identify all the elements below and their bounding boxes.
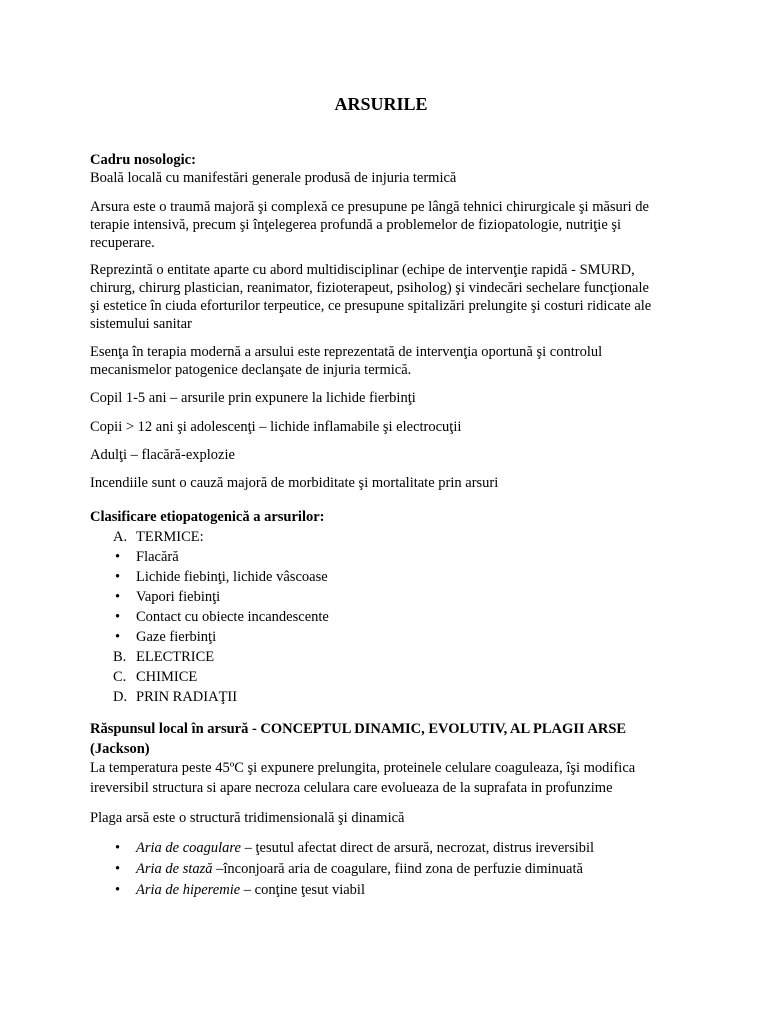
list-marker: A.: [113, 529, 128, 545]
section-heading-local-response: [90, 720, 626, 759]
list-item: [90, 567, 672, 587]
list-marker: B.: [113, 649, 127, 665]
list-item: [90, 687, 672, 707]
wound-statement: [90, 809, 404, 827]
paragraph-line: La temperatura peste 45ºC şi expunere prelungita, proteinele celulare coaguleaza, îşi modifica: [90, 760, 636, 776]
nosology-definition: [90, 169, 456, 187]
classification-list: [90, 527, 672, 707]
paragraph-line: sistemului sanitar: [90, 316, 192, 332]
list-item: [90, 667, 672, 687]
list-item-text: PRIN RADIAŢII: [136, 689, 238, 705]
paragraph-esenta: [90, 343, 602, 379]
paragraph-line: terapie intensivă, precum şi înţelegerea profundă a problemelor de fiziopatologie, nutriţie şi: [90, 217, 622, 233]
bullet-marker: •: [115, 882, 121, 898]
zone-description: – conţine ţesut viabil: [243, 882, 365, 898]
list-item: [90, 547, 672, 567]
section-heading-classification: [90, 508, 325, 526]
wound-zones-list: [90, 838, 672, 901]
paragraph-line: Plaga arsă este o structură tridimensională şi dinamică: [90, 810, 405, 826]
zone-term: Aria de hiperemie: [136, 882, 241, 898]
list-item-text: Lichide fiebinţi, lichide vâscoase: [136, 569, 328, 585]
heading-text: Cadru nosologic:: [90, 152, 196, 168]
list-item-text: Vapori fiebinţi: [136, 589, 221, 605]
zone-term: Aria de stază: [136, 861, 213, 877]
list-item-text: ELECTRICE: [136, 649, 215, 665]
list-item-text: CHIMICE: [136, 669, 198, 685]
list-item-text: [136, 838, 594, 859]
list-item: [90, 859, 672, 880]
paragraph-line: Copil 1-5 ani – arsurile prin expunere la lichide fierbinţi: [90, 390, 416, 406]
bullet-marker: •: [115, 840, 121, 856]
section-heading-nosology: [90, 151, 196, 169]
paragraph-line: Reprezintă o entitate aparte cu abord multidisciplinar (echipe de intervenţie rapidă - SMURD,: [90, 262, 635, 278]
bullet-marker: •: [115, 609, 121, 625]
age-group-adolescents: [90, 418, 461, 436]
list-item: [90, 607, 672, 627]
list-item: [90, 527, 672, 547]
zone-term: Aria de coagulare: [136, 840, 241, 856]
list-item-text: TERMICE:: [136, 529, 204, 545]
bullet-marker: •: [115, 861, 121, 877]
paragraph-line: şi estetice în ciuda eforturilor terpeutice, ce presupune spitalizări prelungite şi costuri ridicate ale: [90, 298, 652, 314]
bullet-marker: •: [115, 589, 121, 605]
bullet-marker: •: [115, 549, 121, 565]
paragraph-temperature: [90, 759, 635, 798]
paragraph-line: recuperare.: [90, 235, 155, 251]
bullet-marker: •: [115, 569, 121, 585]
age-group-adults: [90, 446, 235, 464]
list-item: [90, 627, 672, 647]
list-item-text: [136, 880, 365, 901]
heading-text: (Jackson): [90, 740, 150, 757]
list-item-text: Gaze fierbinţi: [136, 629, 217, 645]
document-title: ARSURILE: [334, 94, 428, 114]
paragraph-arsura: [90, 198, 649, 252]
heading-text: Răspunsul local în arsură - CONCEPTUL DINAMIC, EVOLUTIV, AL PLAGII ARSE: [90, 721, 627, 737]
list-item-text: Flacără: [136, 549, 179, 565]
age-group-children: [90, 389, 416, 407]
list-marker: C.: [113, 669, 127, 685]
paragraph-line: ireversibil structura si apare necroza celulara care evolueaza de la suprafata in profunzime: [90, 779, 613, 796]
paragraph-line: Boală locală cu manifestări generale produsă de injuria termică: [90, 170, 457, 186]
list-marker: D.: [113, 689, 128, 705]
paragraph-line: Copii > 12 ani şi adolescenţi – lichide inflamabile şi electrocuţii: [90, 419, 462, 435]
incendii-note: [90, 474, 498, 492]
list-item: [90, 647, 672, 667]
list-item-text: Contact cu obiecte incandescente: [136, 609, 329, 625]
list-item: [90, 838, 672, 859]
bullet-marker: •: [115, 629, 121, 645]
paragraph-line: Esenţa în terapia modernă a arsului este reprezentată de intervenţia oportună şi controlul: [90, 344, 603, 360]
heading-text: Clasificare etiopatogenică a arsurilor:: [90, 509, 325, 525]
paragraph-line: Incendiile sunt o cauză majoră de morbiditate şi mortalitate prin arsuri: [90, 475, 499, 491]
paragraph-reprezinta: [90, 261, 651, 333]
document-content: [90, 0, 690, 1024]
paragraph-line: Arsura este o traumă majoră şi complexă ce presupune pe lângă tehnici chirurgicale şi măsuri de: [90, 199, 649, 215]
list-item: [90, 587, 672, 607]
paragraph-line: chirurg, chirurg plastician, reanimator, fizioterapeut, psiholog) şi vindecări sechelare funcţionale: [90, 280, 649, 296]
list-item: [90, 880, 672, 901]
list-item-text: [136, 859, 583, 880]
zone-description: –înconjoară aria de coagulare, fiind zona de perfuzie diminuată: [216, 861, 583, 877]
paragraph-line: Adulţi – flacără-explozie: [90, 447, 235, 463]
zone-description: – ţesutul afectat direct de arsură, necrozat, distrus ireversibil: [244, 840, 595, 856]
paragraph-line: mecanismelor patogenice declanşate de injuria termică.: [90, 362, 412, 378]
